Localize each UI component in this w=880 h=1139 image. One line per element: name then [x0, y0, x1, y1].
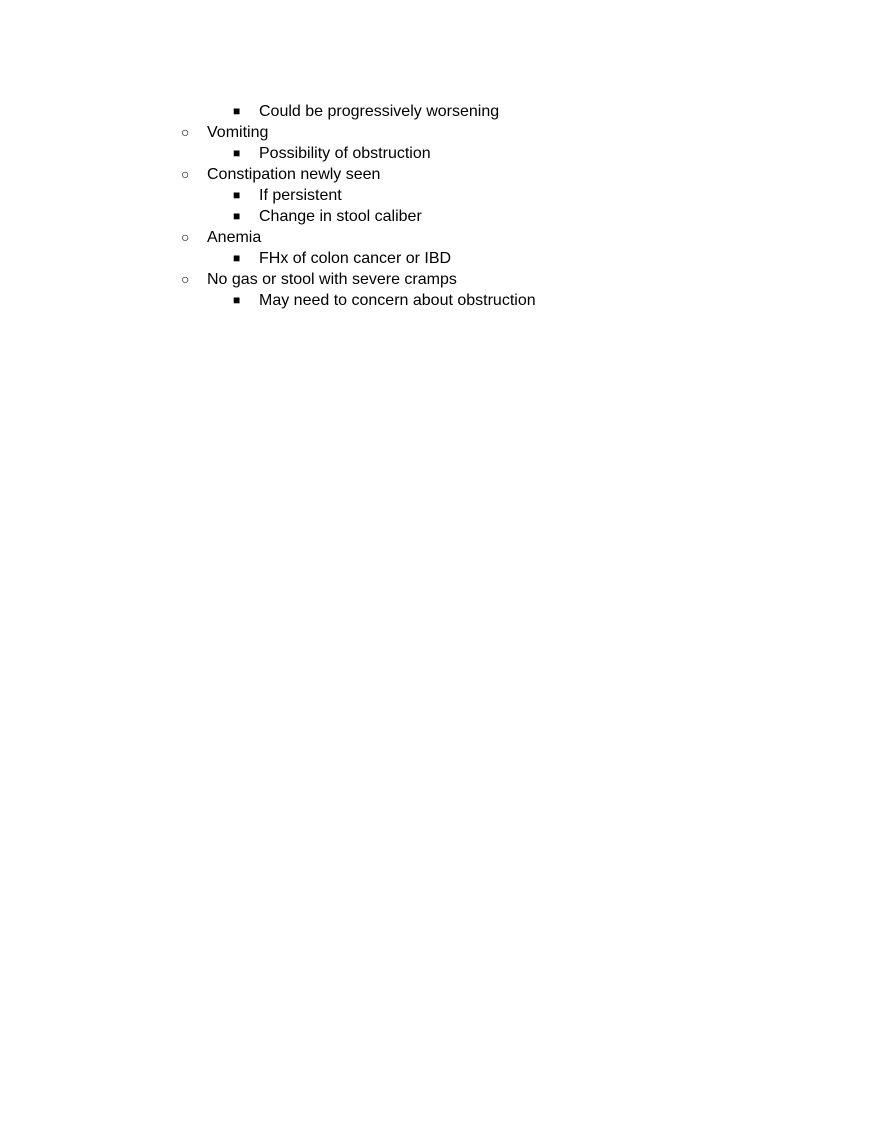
list-item-text: Change in stool caliber: [259, 208, 422, 225]
square-bullet-icon: ■: [233, 188, 241, 202]
list-item-text: Constipation newly seen: [207, 166, 381, 183]
list-item-text: If persistent: [259, 187, 342, 204]
list-item: [0, 143, 880, 164]
list-item: [0, 164, 880, 185]
square-bullet-icon: ■: [233, 146, 241, 160]
list-item-text: Could be progressively worsening: [259, 103, 500, 120]
list-item-text: FHx of colon cancer or IBD: [259, 250, 452, 267]
square-bullet-icon: ■: [233, 104, 241, 118]
square-bullet-icon: ■: [233, 293, 241, 307]
hollow-circle-bullet-icon: ○: [181, 229, 190, 245]
list-item: [0, 122, 880, 143]
list-item: [0, 269, 880, 290]
list-item-text: Possibility of obstruction: [259, 145, 431, 162]
list-item-text: May need to concern about obstruction: [259, 292, 536, 309]
square-bullet-icon: ■: [233, 251, 241, 265]
hollow-circle-bullet-icon: ○: [181, 166, 190, 182]
list-item-text: Vomiting: [207, 124, 269, 141]
hollow-circle-bullet-icon: ○: [181, 124, 190, 140]
list-item-text: No gas or stool with severe cramps: [207, 271, 457, 288]
list-item: [0, 248, 880, 269]
hollow-circle-bullet-icon: ○: [181, 271, 190, 287]
list-item: [0, 185, 880, 206]
list-item: [0, 290, 880, 311]
square-bullet-icon: ■: [233, 209, 241, 223]
list-item-text: Anemia: [207, 229, 262, 246]
list-item: [0, 101, 880, 122]
list-item: [0, 227, 880, 248]
list-item: [0, 206, 880, 227]
bullet-outline: [0, 101, 880, 311]
